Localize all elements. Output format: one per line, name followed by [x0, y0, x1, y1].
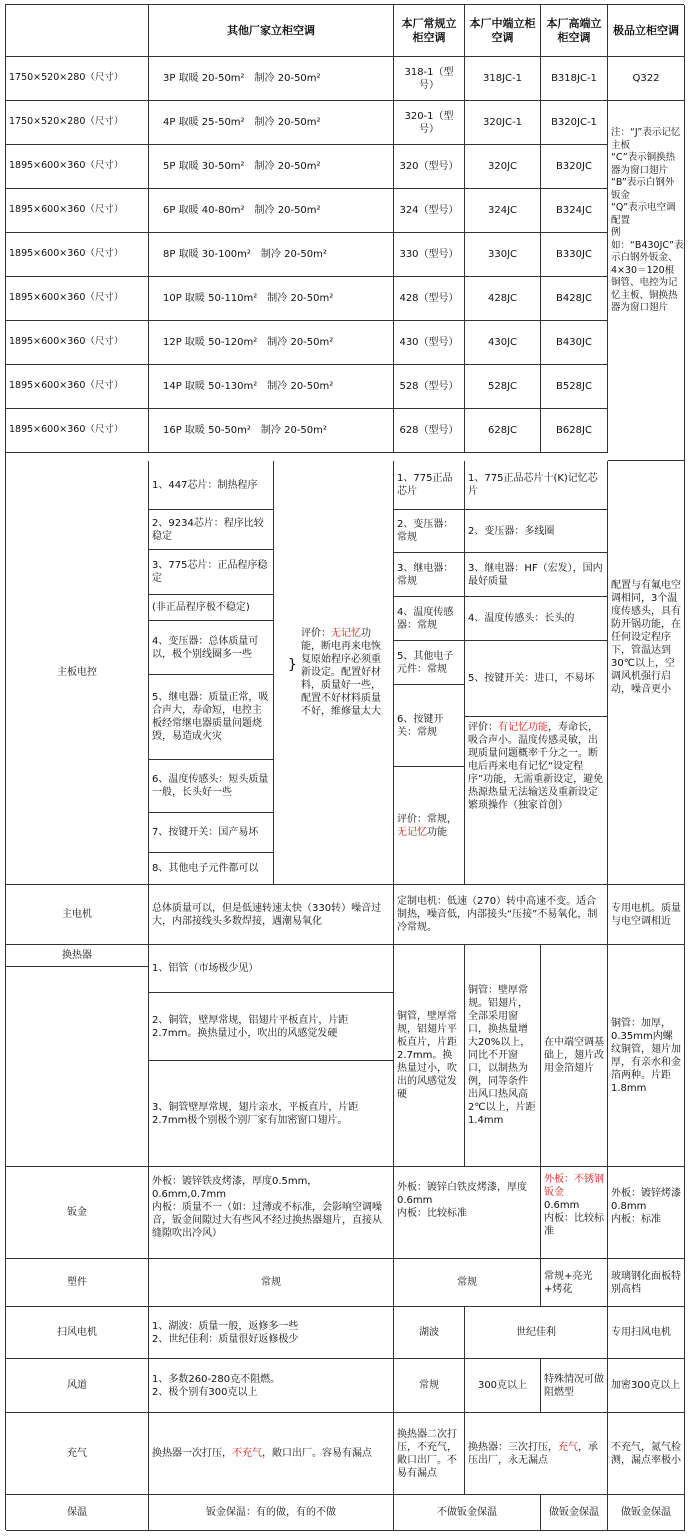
model-mid-text: 430JC: [487, 337, 518, 348]
exchanger-regular: [394, 945, 465, 1167]
model-high: [541, 189, 608, 233]
mainboard-regular-item-text: 4、温度传感器：常规: [397, 606, 454, 631]
motor-premium-text: 专用电机。质量与电空调相近: [611, 902, 681, 927]
header-midrange: [465, 5, 541, 57]
mainboard-others-item-text: (非正品程序极不稳定): [152, 602, 250, 613]
header-premium-text: 极品立柜空调: [613, 23, 679, 37]
motor-others-text: 总体质量可以，但是低速转速太快（330转）噪音过大，内部接线头多数焊接，遇潮易氧化: [152, 902, 382, 927]
header-highend-text: 本厂高端立柜空调: [546, 16, 602, 44]
model-mid-text: 528JC: [487, 381, 518, 392]
insulation-high-text: 做钣金保温: [549, 1507, 599, 1518]
mainboard-others-item: [149, 595, 274, 621]
model-spec: [149, 277, 394, 321]
model-spec-text: 5P 取暖 30-50m² 制冷 20-50m²: [163, 161, 321, 172]
mainboard-mid-item-text: 1、775正品芯片十(K)记忆芯片: [468, 473, 598, 497]
mainboard-mid-item: [465, 510, 608, 553]
header-others-text: 其他厂家立柜空调: [227, 23, 315, 37]
model-mid: [465, 145, 541, 189]
model-spec: [149, 189, 394, 233]
model-mid-text: 320JC: [487, 161, 518, 172]
insulation-regular: [394, 1495, 541, 1531]
duct-others: [149, 1359, 394, 1413]
model-mid-text: 320JC-1: [483, 117, 522, 128]
model-size-text: 1895×600×360（尺寸）: [9, 424, 124, 436]
mainboard-others-item-text: 6、温度传感头：短头质量一般，长头好一些: [152, 774, 269, 798]
sheet-high-red: 外板：不锈钢钣金: [544, 1174, 604, 1198]
model-high: [541, 409, 608, 453]
model-mid: [465, 409, 541, 453]
insulation-label-text: 保温: [67, 1507, 87, 1518]
mainboard-label-text: 主板电控: [57, 667, 97, 678]
model-size-text: 1750×520×280（尺寸）: [9, 116, 124, 128]
model-note: [608, 101, 685, 461]
header-blank: [6, 5, 149, 57]
mainboard-others-eval-text: 评价：无记忆功能，断电再来电恢复原始程序必须重新设定。配置好材料，质量好一些，配置不好材料质量不好，维修量太大: [301, 628, 381, 717]
model-spec: [149, 57, 394, 101]
model-high-text: B320JC-1: [551, 117, 597, 128]
comparison-table: [5, 4, 684, 1530]
model-regular-text: 428（型号）: [399, 293, 459, 304]
mainboard-others-item-text: 2、9234芯片：程序比较稳定: [152, 517, 264, 542]
model-size-text: 1895×600×360（尺寸）: [9, 336, 124, 348]
model-size: [6, 189, 149, 233]
model-regular-text: 430（型号）: [399, 337, 459, 348]
sheet-ours: [394, 1167, 541, 1259]
plastic-ours: [394, 1259, 541, 1307]
plastic-others-text: 常规: [261, 1277, 281, 1288]
exchanger-mid: [465, 945, 541, 1167]
sheet-label-text: 钣金: [67, 1207, 87, 1218]
gas-premium-text: 不充气，氮气检测，漏点率极小: [611, 1441, 681, 1466]
model-high-text: B318JC-1: [551, 73, 597, 84]
exchanger-mid-text: 铜管：壁厚常规。铝翅片，全部采用窗口，换热量增大20%以上，同比不开窗口，以制热为例，同等条件出风口热风高2℃以上，片距1.4mm: [468, 985, 536, 1126]
mainboard-others-eval: [274, 461, 394, 885]
fan-premium: [608, 1307, 685, 1359]
brace-mark: }: [288, 657, 297, 673]
duct-high-text: 特殊情况可做阻燃型: [544, 1373, 604, 1398]
motor-label: [6, 885, 149, 945]
gas-label: [6, 1413, 149, 1495]
fan-others-text: 1、湖波：质量一般，返修多一些 2、世纪佳利：质量很好返修极少: [152, 1320, 299, 1345]
mainboard-regular-item: [394, 597, 465, 641]
model-regular: [394, 145, 465, 189]
exchanger-label-cell: [6, 945, 149, 967]
exchanger-high: [541, 945, 608, 1167]
mainboard-label: [6, 461, 149, 885]
motor-premium: [608, 885, 685, 945]
duct-regular: [394, 1359, 465, 1413]
gas-premium: [608, 1413, 685, 1495]
model-spec: [149, 145, 394, 189]
model-high-text: B528JC: [556, 381, 592, 392]
model-mid-text: 324JC: [487, 205, 518, 216]
model-regular-text: 318-1（型号）: [404, 66, 454, 91]
model-high-text: B324JC: [556, 205, 592, 216]
model-spec-text: 6P 取暖 40-80m² 制冷 20-50m²: [163, 205, 321, 216]
model-regular: [394, 277, 465, 321]
duct-label: [6, 1359, 149, 1413]
model-spec-text: 16P 取暖 50-50m² 制冷 20-50m²: [163, 425, 327, 436]
mainboard-others-item: [149, 760, 274, 813]
exchanger-regular-text: 铜管，壁厚常规，铝翅片平板直片，片距2.7mm。换热量过小，吹出的风感觉发硬: [397, 1011, 457, 1100]
mainboard-regular-item-text: 3、继电器：常规: [397, 562, 454, 587]
fan-label: [6, 1307, 149, 1359]
model-spec: [149, 365, 394, 409]
sheet-ours-text: 外板：镀锌白铁皮烤漆，厚度0.6mm 内板：比较标准: [397, 1182, 527, 1219]
plastic-others: [149, 1259, 394, 1307]
mainboard-regular-item: [394, 685, 465, 767]
exchanger-high-text: 在中端空调基础上，翅片改用金箔翅片: [544, 1037, 604, 1074]
mainboard-mid-eval: 评价：有记忆功能，寿命长，吸合声小。温度传感灵敏，出现质量问题概率千分之一。断电后再来电有记忆“设定程序”功能，无需重新设定，避免热源热量无法输送及重新设定繁琐操作（独家首创）: [465, 717, 608, 885]
insulation-premium: [608, 1495, 685, 1531]
model-mid: [465, 101, 541, 145]
plastic-premium-text: 玻璃钢化面板特别高档: [611, 1270, 681, 1295]
plastic-ours-text: 常规: [457, 1277, 477, 1288]
fan-regular-text: 湖波: [419, 1327, 439, 1338]
model-high-text: B320JC: [556, 161, 592, 172]
mainboard-others-item-text: 8、其他电子元件都可以: [152, 863, 259, 874]
model-regular: [394, 233, 465, 277]
model-mid-text: 330JC: [487, 249, 518, 260]
model-size: [6, 57, 149, 101]
mainboard-mid-item: [465, 461, 608, 510]
sheet-label: [6, 1167, 149, 1259]
mainboard-regular-eval: [394, 767, 465, 885]
mainboard-others-item-text: 7、按键开关：国产易坏: [152, 827, 259, 838]
mainboard-others-item: [149, 621, 274, 675]
model-regular: [394, 189, 465, 233]
model-size: [6, 101, 149, 145]
header-regular-text: 本厂常规立柜空调: [401, 16, 457, 44]
model-spec-text: 3P 取暖 20-50m² 制冷 20-50m²: [163, 73, 321, 84]
model-regular-text: 320-1（型号）: [404, 110, 454, 135]
model-high: [541, 145, 608, 189]
duct-others-text: 1、多数260-280克不阻燃。 2、极个别有300克以上: [152, 1373, 281, 1398]
plastic-label-text: 塑件: [67, 1277, 87, 1288]
mainboard-regular-item-text: 1、775正品芯片: [397, 473, 453, 497]
exchanger-others-1: [149, 945, 394, 993]
mainboard-others-item: [149, 550, 274, 595]
plastic-label: [6, 1259, 149, 1307]
motor-ours-text: 定制电机：低速（270）转中高速不变。适合制热，噪音低，内部接头“压接”不易氧化，制冷常规。: [397, 896, 598, 933]
mainboard-regular-item: [394, 461, 465, 510]
exchanger-label-rest: [6, 967, 149, 1167]
plastic-high-text: 常规+亮光+烤花: [544, 1270, 593, 1295]
duct-regular-text: 常规: [419, 1380, 439, 1391]
model-spec-text: 12P 取暖 50-120m² 制冷 20-50m²: [163, 337, 334, 348]
model-mid: [465, 57, 541, 101]
model-high: [541, 365, 608, 409]
model-mid: [465, 365, 541, 409]
mainboard-mid-item: [465, 597, 608, 641]
model-high: [541, 101, 608, 145]
mainboard-others-item-text: 1、447芯片：制热程序: [152, 479, 258, 491]
model-size: [6, 409, 149, 453]
model-regular-text: 628（型号）: [399, 425, 459, 436]
model-regular: [394, 321, 465, 365]
plastic-high: [541, 1259, 608, 1307]
model-high-text: B428JC: [556, 293, 592, 304]
model-high: [541, 57, 608, 101]
model-regular-text: 330（型号）: [399, 249, 459, 260]
model-mid: [465, 233, 541, 277]
model-size: [6, 321, 149, 365]
mainboard-regular-item-text: 2、变压器：常规: [397, 519, 454, 543]
duct-label-text: 风道: [67, 1380, 87, 1391]
sheet-premium-text: 外板：镀锌烤漆0.8mm 内板：标准: [611, 1188, 681, 1225]
model-regular: [394, 57, 465, 101]
model-high: [541, 321, 608, 365]
sheet-high: [541, 1167, 608, 1259]
gas-mid-text: 换热器：三次打压，充气，承压出厂，永无漏点: [468, 1441, 598, 1466]
gas-regular-text: 换热器二次打压，不充气，敞口出厂。不易有漏点: [397, 1428, 457, 1479]
motor-ours: [394, 885, 608, 945]
insulation-premium-text: 做钣金保温: [621, 1507, 671, 1518]
model-size-text: 1895×600×360（尺寸）: [9, 204, 124, 216]
plastic-premium: [608, 1259, 685, 1307]
model-high: [541, 233, 608, 277]
exchanger-others-1-text: 1、铝管（市场极少见）: [152, 963, 259, 974]
insulation-high: [541, 1495, 608, 1531]
model-size-text: 1895×600×360（尺寸）: [9, 248, 124, 260]
gas-regular: [394, 1413, 465, 1495]
sheet-others-text: 外板：镀锌铁皮烤漆，厚度0.5mm，0.6mm,0.7mm 内板：质量不一（如：过薄或不标准，会影响空调噪音，钣金间隙过大有些风不经过换热器翅片，直接从缝隙吹出冷风）: [152, 1176, 382, 1239]
model-regular: [394, 365, 465, 409]
model-spec: [149, 409, 394, 453]
exchanger-label-text: 换热器: [62, 950, 92, 961]
mainboard-others-item: [149, 510, 274, 550]
gas-others-text: 换热器一次打压，不充气，敞口出厂。容易有漏点: [152, 1448, 372, 1459]
insulation-others: [149, 1495, 394, 1531]
model-mid: [465, 189, 541, 233]
fan-premium-text: 专用扫风电机: [611, 1327, 671, 1338]
duct-premium: [608, 1359, 685, 1413]
premium-model-text: Q322: [632, 73, 660, 84]
header-midrange-text: 本厂中端立柜空调: [469, 16, 536, 44]
model-regular-text: 324（型号）: [399, 205, 459, 216]
premium-model: [608, 57, 685, 101]
model-spec: [149, 101, 394, 145]
model-spec-text: 4P 取暖 25-50m² 制冷 20-50m²: [163, 117, 321, 128]
model-size-text: 1895×600×360（尺寸）: [9, 380, 124, 392]
model-spec-text: 8P 取暖 30-100m² 制冷 20-50m²: [163, 249, 327, 260]
model-mid-text: 318JC-1: [483, 73, 522, 84]
header-regular: [394, 5, 465, 57]
mainboard-premium-text: 配置与有氟电空调相同，3个温度传感头，具有防开锅功能，在任何设定程序下，管温达到30℃以上，空调风机强行启动，噪音更小: [611, 580, 681, 695]
header-premium: [608, 5, 685, 57]
model-size-text: 1750×520×280（尺寸）: [9, 72, 124, 84]
mainboard-mid-item: [465, 553, 608, 597]
mainboard-regular-item: [394, 641, 465, 685]
model-regular-text: 320（型号）: [399, 161, 459, 172]
model-size-text: 1895×600×360（尺寸）: [9, 292, 124, 304]
model-high-text: B330JC: [556, 249, 592, 260]
duct-premium-text: 加密300克以上: [611, 1380, 681, 1391]
exchanger-others-3-text: 3、铜管壁厚常规，翅片亲水，平板直片，片距2.7mm极个别极个别厂家有加密窗口翅片。: [152, 1101, 359, 1126]
fan-midhigh-text: 世纪佳利: [516, 1327, 556, 1338]
gas-label-text: 充气: [67, 1448, 87, 1459]
model-mid: [465, 321, 541, 365]
motor-others: [149, 885, 394, 945]
mainboard-others-item-text: 4、变压器：总体质量可以，极个别线圈多一些: [152, 635, 259, 660]
fan-midhigh: [465, 1307, 608, 1359]
fan-label-text: 扫风电机: [57, 1327, 97, 1338]
model-regular: [394, 409, 465, 453]
sheet-premium: [608, 1167, 685, 1259]
model-spec: [149, 233, 394, 277]
model-mid-text: 628JC: [487, 425, 518, 436]
mainboard-others-item: [149, 675, 274, 760]
sheet-high-rest: 0.6mm 内板：比较标准: [544, 1200, 604, 1237]
model-size: [6, 365, 149, 409]
model-high-text: B628JC: [556, 425, 592, 436]
insulation-label: [6, 1495, 149, 1531]
mainboard-mid-item-text: 3、继电器：HF（宏发），国内最好质量: [468, 562, 603, 587]
insulation-others-text: 钣金保温：有的做，有的不做: [206, 1507, 336, 1518]
header-highend: [541, 5, 608, 57]
mainboard-regular-eval-text: 评价：常规，无记忆功能: [397, 813, 457, 838]
duct-mid: [465, 1359, 541, 1413]
exchanger-others-2: [149, 993, 394, 1061]
mainboard-mid-item-text: 5、按键开关：进口，不易坏: [468, 673, 595, 684]
mainboard-mid-item-text: 2、变压器：多线圈: [468, 525, 555, 537]
model-spec: [149, 321, 394, 365]
mainboard-others-item: [149, 461, 274, 510]
mainboard-others-item: [149, 853, 274, 885]
exchanger-others-2-text: 2、铜管，壁厚常规，铝翅片平板直片，片距2.7mm。换热量过小，吹出的风感觉发硬: [152, 1014, 349, 1039]
model-mid: [465, 277, 541, 321]
model-high-text: B430JC: [556, 337, 592, 348]
mainboard-regular-item-text: 6、按键开关：常规: [397, 713, 444, 738]
model-size: [6, 145, 149, 189]
fan-regular: [394, 1307, 465, 1359]
duct-mid-text: 300克以上: [477, 1380, 528, 1391]
model-size-text: 1895×600×360（尺寸）: [9, 160, 124, 172]
mainboard-mid-item-text: 4、温度传感头：长头的: [468, 613, 575, 624]
mainboard-others-item-text: 5、继电器：质量正常，吸合声大，寿命短，电控主板经常继电器质量问题烧毁，易造成火灾: [152, 692, 269, 742]
model-size: [6, 233, 149, 277]
exchanger-premium: [608, 945, 685, 1167]
mainboard-regular-item: [394, 553, 465, 597]
model-spec-text: 10P 取暖 50-110m² 制冷 20-50m²: [163, 293, 334, 304]
mainboard-premium: [608, 461, 685, 885]
mainboard-regular-item: [394, 510, 465, 553]
header-others: [149, 5, 394, 57]
exchanger-others-3: [149, 1061, 394, 1167]
exchanger-premium-text: 铜管：加厚，0.35mm内螺纹铜管，翅片加厚，有亲水和金箔两种。片距1.8mm: [611, 1017, 681, 1094]
motor-label-text: 主电机: [62, 909, 92, 920]
gas-others: [149, 1413, 394, 1495]
model-high: [541, 277, 608, 321]
gas-mid: [465, 1413, 608, 1495]
sheet-others: [149, 1167, 394, 1259]
model-note-text: 注：“J”表示记忆主板 “C”表示铜换热器为窗口翅片 “B”表示白钢外钣金 “Q”表示电空调配置 例如：“B430JC”表示白钢外钣金、4×30＝120根铜管、电控为记忆主板、铜换热器为窗口翅片: [611, 127, 684, 313]
mainboard-regular-item-text: 5、其他电子元件：常规: [397, 650, 454, 675]
mainboard-others-item-text: 3、775芯片：正品程序稳定: [152, 560, 268, 584]
mainboard-mid-item: [465, 641, 608, 717]
model-mid-text: 428JC: [487, 293, 518, 304]
duct-high: [541, 1359, 608, 1413]
model-regular-text: 528（型号）: [399, 381, 459, 392]
model-spec-text: 14P 取暖 50-130m² 制冷 20-50m²: [163, 381, 334, 392]
model-regular: [394, 101, 465, 145]
mainboard-others-item: [149, 813, 274, 853]
insulation-regular-text: 不做钣金保温: [437, 1507, 497, 1518]
fan-others: [149, 1307, 394, 1359]
model-size: [6, 277, 149, 321]
